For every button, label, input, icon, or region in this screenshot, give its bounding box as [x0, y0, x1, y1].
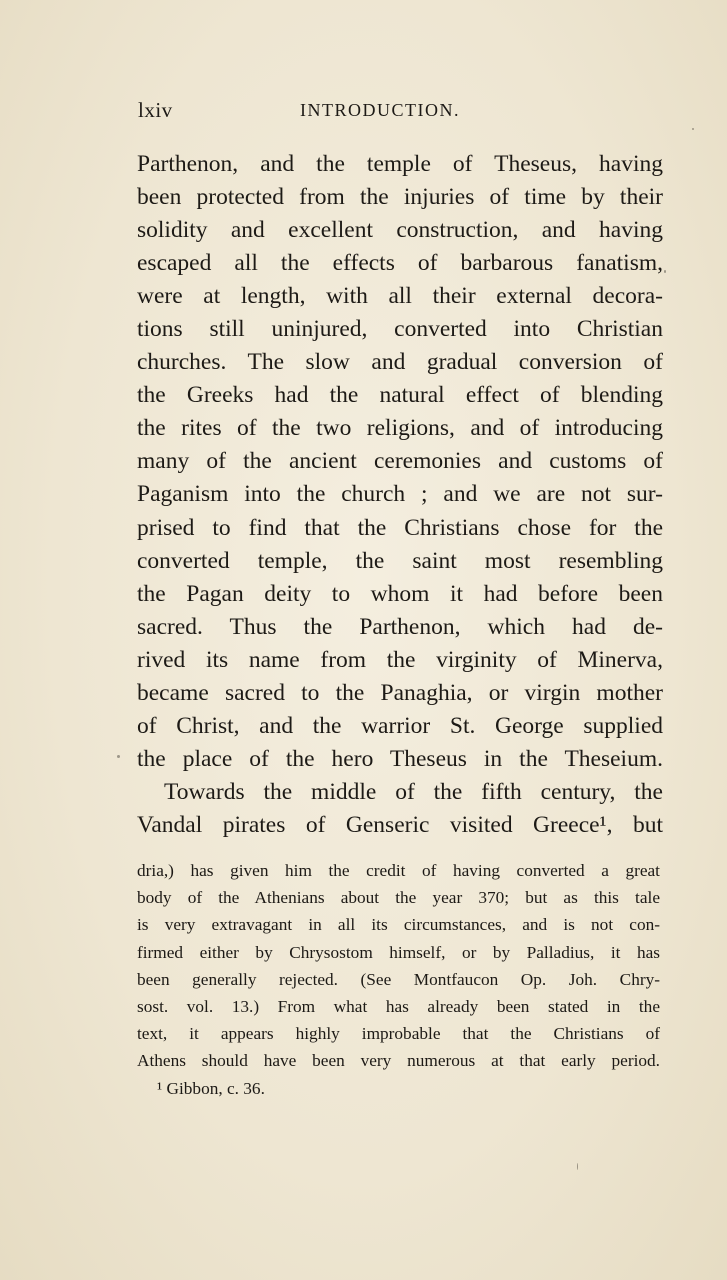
- footnote-line: been generally rejected. (See Montfaucon Op. Joh. Chry-: [137, 969, 660, 989]
- text-line: tions still uninjured, converted into Christian: [137, 316, 663, 343]
- text-line: Towards the middle of the fifth century, the: [164, 778, 663, 805]
- text-line: of Christ, and the warrior St. George supplied: [137, 712, 663, 739]
- text-line: the Greeks had the natural effect of blending: [137, 382, 663, 409]
- paper-speck: [577, 1163, 578, 1170]
- text-line: Paganism into the church ; and we are not sur-: [137, 481, 663, 508]
- paper-speck: [117, 755, 120, 758]
- text-line: were at length, with all their external decora-: [137, 283, 663, 310]
- running-head: INTRODUCTION.: [300, 100, 460, 120]
- text-line: became sacred to the Panaghia, or virgin mother: [137, 679, 663, 706]
- footnote-gibbon: ¹ Gibbon, c. 36.: [157, 1078, 265, 1098]
- footnote-line: Athens should have been very numerous at that early period.: [137, 1051, 660, 1071]
- text-line: been protected from the injuries of time by their: [137, 184, 663, 211]
- text-line: Vandal pirates of Genseric visited Greece¹, but: [137, 811, 663, 838]
- footnote-line: body of the Athenians about the year 370; but as this tale: [137, 888, 660, 908]
- page-number: lxiv: [138, 98, 173, 122]
- main-text: [137, 148, 663, 842]
- text-line: converted temple, the saint most resembling: [137, 547, 663, 574]
- text-line: prised to find that the Christians chose for the: [137, 514, 663, 541]
- text-line: the Pagan deity to whom it had before been: [137, 580, 663, 607]
- footnote-line: sost. vol. 13.) From what has already been stated in the: [137, 996, 660, 1016]
- text-line: escaped all the effects of barbarous fanatism,: [137, 250, 663, 277]
- text-line: the place of the hero Theseus in the Theseium.: [137, 745, 663, 772]
- footnote-line: is very extravagant in all its circumstances, and is not con-: [137, 915, 660, 935]
- text-line: many of the ancient ceremonies and customs of: [137, 448, 663, 475]
- paper-speck: [664, 270, 666, 273]
- footnote-line: dria,) has given him the credit of having converted a great: [137, 861, 660, 880]
- text-line: Parthenon, and the temple of Theseus, having: [137, 151, 663, 177]
- paper-speck: [692, 128, 694, 130]
- page-header: [138, 98, 663, 128]
- footnote-line: firmed either by Chrysostom himself, or by Palladius, it has: [137, 942, 660, 962]
- footnotes: [137, 857, 660, 1102]
- text-line: churches. The slow and gradual conversion of: [137, 349, 663, 376]
- text-line: the rites of the two religions, and of introducing: [137, 415, 663, 442]
- text-line: solidity and excellent construction, and having: [137, 217, 663, 244]
- footnote-line: text, it appears highly improbable that the Christians of: [137, 1024, 660, 1044]
- text-line: sacred. Thus the Parthenon, which had de-: [137, 613, 663, 640]
- text-line: rived its name from the virginity of Minerva,: [137, 646, 663, 673]
